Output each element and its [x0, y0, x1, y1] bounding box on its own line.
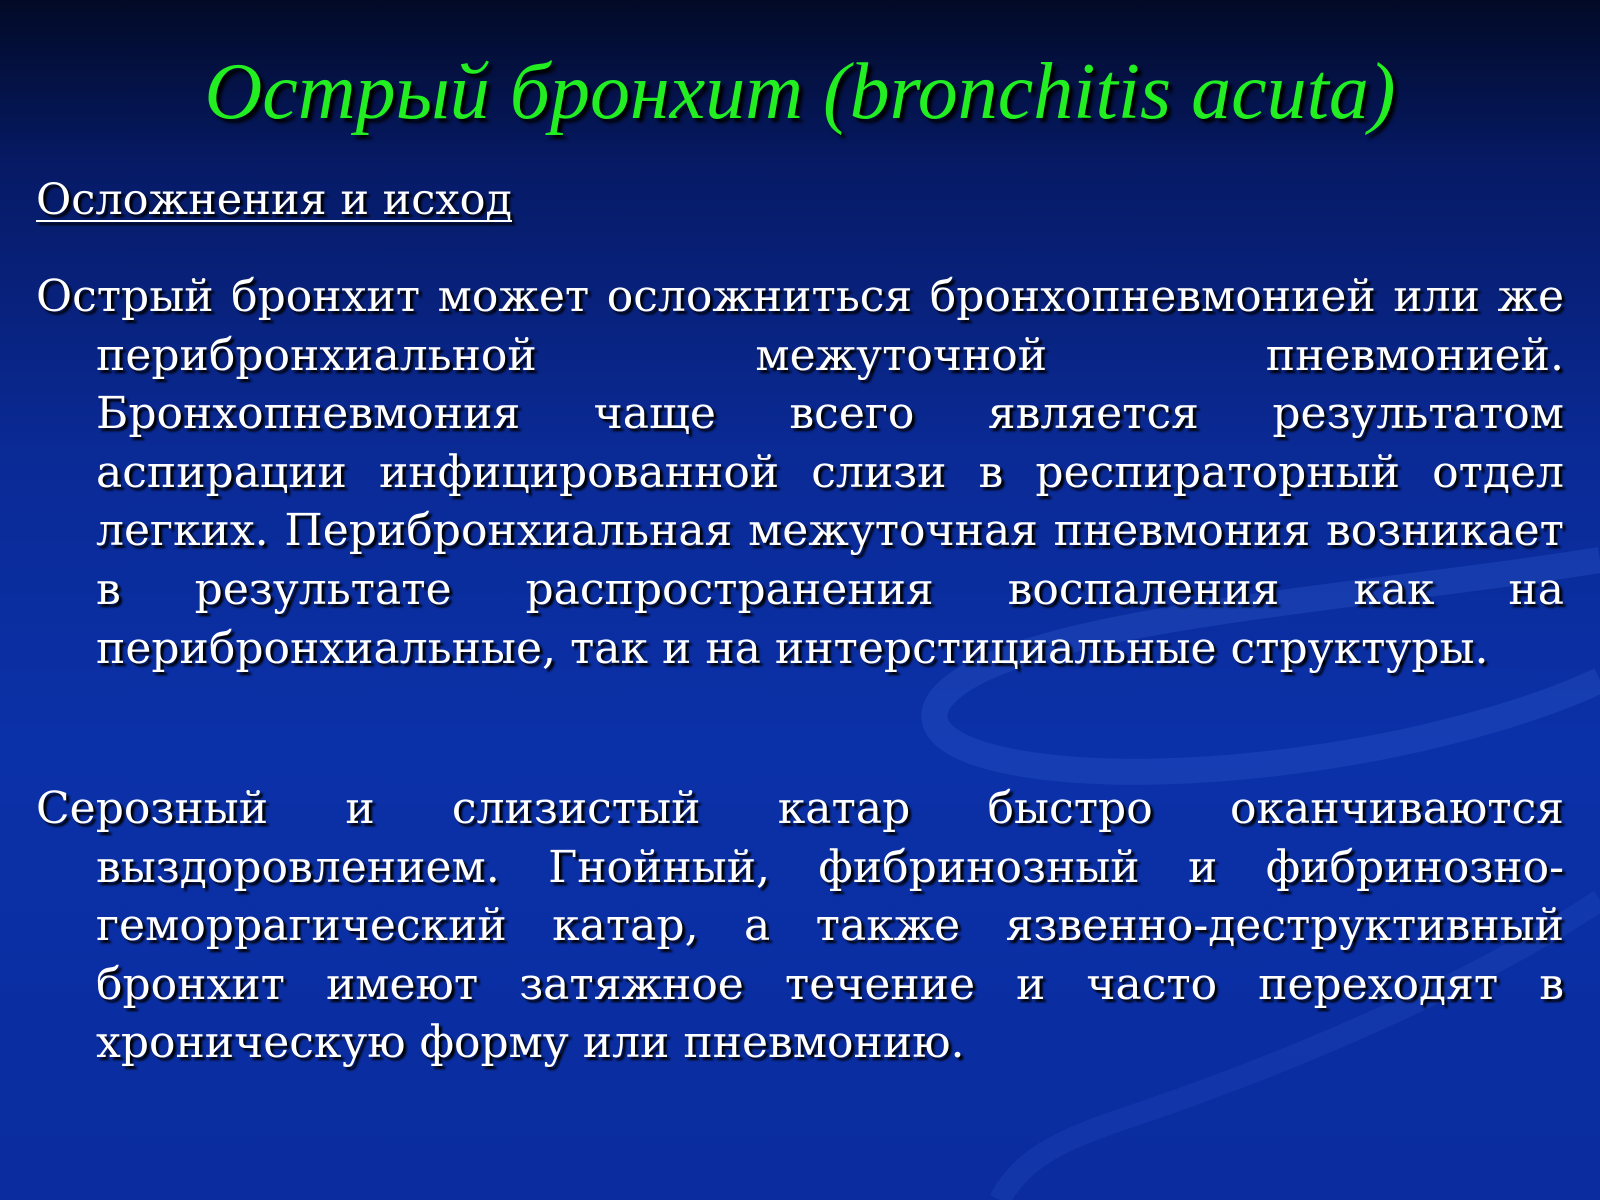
paragraph-complications: Острый бронхит может осложниться бронхопневмонией или же перибронхиальной межуточной пневмонией. Бронхопневмония чаще всего является результатом аспирации инфицированной слизи в респираторный отдел легких. Перибронхиальная межуточная пневмония возникает в результате распространения воспаления как на перибронхиальные, так и на интерстициальные структуры. — [36, 271, 1564, 674]
section-heading: Осложнения и исход — [36, 175, 513, 225]
paragraph-outcome: Серозный и слизистый катар быстро оканчиваются выздоровлением. Гнойный, фибринозный и фибринозно-геморрагический катар, а также язвенно-деструктивный бронхит имеют затяжное течение и часто переходят в хроническую форму или пневмонию. — [36, 783, 1564, 1069]
slide-title: Острый бронхит (bronchitis acuta) — [204, 48, 1396, 136]
